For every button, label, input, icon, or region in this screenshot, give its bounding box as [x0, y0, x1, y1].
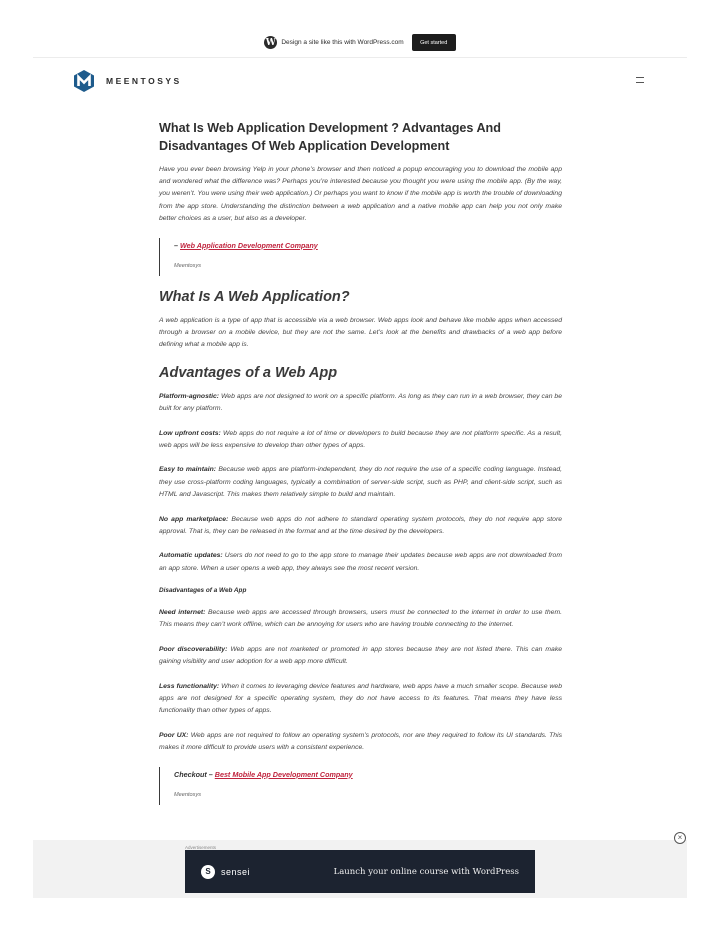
- advantage-text: Web apps do not require a lot of time or developers to build because they are not platform specific. As a result, web apps will be less expensive to develop than other types of apps.: [159, 429, 563, 449]
- advantage-label: Low upfront costs:: [159, 429, 221, 437]
- advantage-item: [159, 428, 562, 452]
- intro-paragraph: Have you ever been browsing Yelp in your phone’s browser and then noticed a popup encouraging you to download the mobile app and wondered what the difference was? Perhaps you’re interested because you thought you were using the mobile app. (By the way, you weren’t. You were using their web application.) Or perhaps you want to know if the mobile app is worth the trouble of downloading from the app store. Understanding the distinction between a web application and a native mobile app can help you not only make better choices as a user, but also as a developer.: [159, 166, 562, 222]
- disadvantage-label: Poor UX:: [159, 731, 189, 739]
- advantage-item: [159, 550, 562, 574]
- disadvantage-item: [159, 681, 562, 718]
- disadvantage-text: When it comes to leveraging device features and hardware, web apps have a much smaller scope. Because web apps are not designed for a specific operating system, they do not have access to its features. That means they have less functionality than other types of apps.: [159, 682, 562, 715]
- disadvantage-label: Poor discoverability:: [159, 645, 228, 653]
- sensei-ad-banner[interactable]: [185, 850, 535, 893]
- wordpress-promo-text[interactable]: Design a site like this with WordPress.com: [281, 39, 404, 46]
- web-app-development-company-link[interactable]: Web Application Development Company: [180, 240, 318, 250]
- wordpress-promo-bar: [33, 28, 687, 58]
- advantage-item: [159, 464, 562, 501]
- advantage-label: Platform-agnostic:: [159, 392, 220, 400]
- advantage-text: Because web apps are platform-independent, they do not require the use of a specific coding language. Instead, they use cross-platform coding languages, typically a combination of server-side script, such as PHP, and client-side script, such as HTML and Javascript. This makes them relatively simple to build and maintain.: [159, 466, 562, 498]
- post-title: What Is Web Application Development ? Advantages And Disadvantages Of Web Application Development: [159, 121, 501, 153]
- disadvantage-label: Less functionality:: [159, 682, 220, 690]
- disadvantages-heading: Disadvantages of a Web App: [159, 587, 247, 595]
- advantage-text: Web apps are not designed to work on a specific platform. As long as they can run in a web browser, they can be built for any platform.: [159, 392, 562, 412]
- quote-line: [174, 241, 562, 250]
- meentosys-logo-icon[interactable]: [73, 70, 95, 92]
- disadvantage-text: Web apps are not marketed or promoted in app stores because they are not listed there. This can make gaining visibility and user adoption for a web app more difficult.: [159, 645, 562, 665]
- blockquote-mobile-app-company: [159, 767, 562, 805]
- disadvantage-label: Need internet:: [159, 608, 206, 616]
- quote-prefix: –: [174, 240, 180, 250]
- close-ad-icon[interactable]: ×: [674, 832, 686, 844]
- quote-cite: Meentosys: [174, 791, 202, 798]
- disadvantage-text: Web apps are not required to follow an operating system’s protocols, nor are they required to follow its UI standards. This makes it more difficult to provide users with a consistent experience.: [159, 731, 562, 751]
- quote-prefix: Checkout –: [174, 769, 215, 779]
- quote-cite: Meentosys: [174, 262, 202, 269]
- disadvantage-text: Because web apps are accessed through browsers, users must be connected to the internet in order to use them. This means they can’t work offline, which can be annoying for users who are having trouble connecting to the internet.: [159, 608, 562, 629]
- advantage-item: [159, 514, 562, 538]
- article: [159, 119, 562, 817]
- get-started-button[interactable]: Get started: [412, 34, 456, 51]
- site-header: [73, 70, 648, 92]
- menu-icon[interactable]: [636, 77, 644, 83]
- advantage-label: Easy to maintain:: [159, 466, 217, 474]
- ad-headline: Launch your online course with WordPress: [333, 866, 519, 877]
- advantage-label: No app marketplace:: [159, 515, 229, 523]
- wordpress-logo-icon: W: [265, 37, 276, 48]
- advantage-text: Because web apps do not adhere to standard operating system protocols, they do not require app store approval. That is, they can be released in the format and at the time desired by the developers.: [159, 515, 562, 535]
- quote-line: [174, 770, 562, 779]
- blockquote-web-app-company: [159, 238, 562, 276]
- best-mobile-app-company-link[interactable]: Best Mobile App Development Company: [214, 769, 353, 779]
- sensei-logo-icon: S: [201, 865, 215, 879]
- web-app-paragraph: A web application is a type of app that is accessible via a web browser. Web apps look and behave like mobile apps when accessed through a browser on a mobile device, but they are not the same. Let’s look at the benefits and drawbacks of a web app before defining what a mobile app is.: [159, 316, 562, 348]
- advantage-text: Users do not need to go to the app store to manage their updates because web apps are not downloaded from an app store. When a user opens a web app, they always see the most recent version.: [159, 552, 562, 572]
- heading-what-is-web-app: What Is A Web Application?: [159, 288, 350, 305]
- advantage-label: Automatic updates:: [159, 552, 223, 560]
- site-name[interactable]: MEENTOSYS: [106, 76, 182, 86]
- heading-advantages: Advantages of a Web App: [159, 364, 338, 381]
- disadvantage-item: [159, 730, 562, 754]
- advantage-item: [159, 391, 562, 415]
- ad-brand-name: sensei: [221, 866, 251, 877]
- disadvantage-item: [159, 607, 562, 631]
- advertisements-label: Advertisements: [185, 845, 217, 850]
- disadvantage-item: [159, 644, 562, 668]
